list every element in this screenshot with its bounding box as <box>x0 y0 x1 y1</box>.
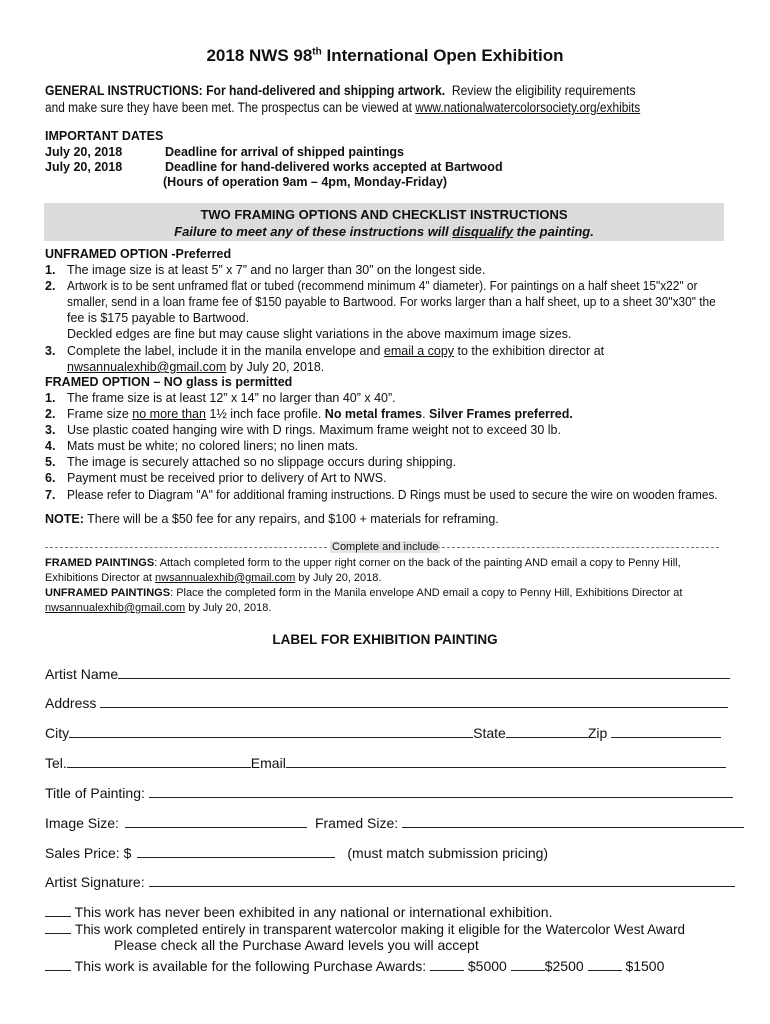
prospectus-link[interactable]: www.nationalwatercolorsociety.org/exhibits <box>415 100 641 115</box>
title-main: 2018 NWS 98 <box>206 46 313 65</box>
framed-item-6-text: Payment must be received prior to delivery of Art to NWS. <box>67 471 387 485</box>
label-heading: LABEL FOR EXHIBITION PAINTING <box>272 632 498 647</box>
unframed-paintings-note-2 <box>45 602 271 614</box>
date-1-desc: Deadline for arrival of shipped paintings <box>165 145 404 159</box>
unframed-item-2-text-3: fee is $175 payable to Bartwood. <box>67 311 250 325</box>
important-dates-heading: IMPORTANT DATES <box>45 129 164 143</box>
city-label: City <box>45 725 70 741</box>
page-title <box>0 46 770 66</box>
unframed-paintings-note <box>45 587 682 599</box>
framed-item-7-text: Please refer to Diagram "A" for additional framing instructions. D Rings must be used to secure the wire on wooden frames. <box>67 488 718 502</box>
title-row <box>45 784 733 801</box>
item-number: 3. <box>45 344 56 358</box>
check-2-text: This work completed entirely in transparent watercolor making it eligible for the Watercolor West Award <box>74 921 685 937</box>
framed-size-field[interactable] <box>402 814 744 828</box>
check-blank-2[interactable] <box>45 920 71 934</box>
address-label: Address <box>45 695 97 711</box>
item-number: 1. <box>45 391 56 405</box>
item-number: 2. <box>45 279 56 293</box>
state-field[interactable] <box>506 724 588 738</box>
unframed-item-2-text-2: smaller, send in a loan frame fee of $150 payable to Bartwood. For works larger than a half sheet, up to a sheet 30"x30" the <box>67 295 716 309</box>
band-warning-c: the painting. <box>512 224 594 239</box>
framed-heading <box>45 374 292 390</box>
unframed-item-2-text: Artwork is to be sent unframed flat or tubed (recommend minimum 4" diameter). For paintings on a half sheet 15"x22" or <box>67 279 698 293</box>
unframed-item-3 <box>45 343 604 359</box>
framed-item-2-underlined: no more than <box>132 407 206 421</box>
framed-paintings-note-2 <box>45 572 381 584</box>
general-text-1: Review the eligibility requirements <box>451 83 636 98</box>
email-label: Email <box>250 755 286 771</box>
general-instructions-line2 <box>45 100 721 115</box>
signature-row <box>45 873 735 890</box>
unframed-item-1-text: The image size is at least 5” x 7” and no larger than 30” on the longest side. <box>67 263 486 277</box>
sales-price-label: Sales Price: $ <box>45 845 132 861</box>
item-number: 1. <box>45 263 56 277</box>
city-state-zip-row <box>45 724 721 741</box>
unframed-item-2-cont <box>67 294 750 310</box>
unframed-item-2-text-4: Deckled edges are fine but may cause slight variations in the above maximum image sizes. <box>67 327 572 341</box>
framed-item-5-text: The image is securely attached so no slippage occurs during shipping. <box>67 455 457 469</box>
award-5000-blank[interactable] <box>430 957 464 971</box>
framed-item-2-b: 1½ inch face profile. <box>205 407 325 421</box>
general-heading: GENERAL INSTRUCTIONS: For hand-delivered and shipping artwork. <box>45 83 446 98</box>
item-number: 6. <box>45 471 56 485</box>
framed-heading-a: FRAMED OPTION – <box>45 375 164 389</box>
framing-options-band <box>44 203 724 241</box>
exhibition-email-link[interactable]: nwsannualexhib@gmail.com <box>67 360 227 374</box>
award-2500-label: $2500 <box>544 958 584 974</box>
unframed-email-link[interactable]: nwsannualexhib@gmail.com <box>45 602 186 614</box>
unframed-item-1 <box>45 262 485 278</box>
artist-signature-field[interactable] <box>149 873 735 887</box>
framed-paintings-text-3: by July 20, 2018. <box>295 572 382 584</box>
framed-item-3-text: Use plastic coated hanging wire with D rings. Maximum frame weight not to exceed 30 lb. <box>67 423 561 437</box>
unframed-item-3-date: by July 20, 2018. <box>226 360 325 374</box>
title-superscript: th <box>312 46 322 58</box>
item-number: 5. <box>45 455 56 469</box>
general-text-2: and make sure they have been met. The prospectus can be viewed at <box>45 100 416 115</box>
tel-label: Tel. <box>45 755 67 771</box>
award-1500-label: $1500 <box>625 958 665 974</box>
purchase-award-note: Please check all the Purchase Award levels you will accept <box>114 937 479 953</box>
band-title: TWO FRAMING OPTIONS AND CHECKLIST INSTRUCTIONS <box>200 207 568 222</box>
sales-price-row <box>45 844 548 861</box>
unframed-paintings-label: UNFRAMED PAINTINGS <box>45 587 171 599</box>
date-2-desc: Deadline for hand-delivered works accepted at Bartwood <box>165 160 503 174</box>
unframed-item-3-text-b: to the exhibition director at <box>454 344 605 358</box>
framed-item-2-a: Frame size <box>67 407 133 421</box>
hours-of-operation: (Hours of operation 9am – 4pm, Monday-Friday) <box>163 175 448 189</box>
framed-item-6 <box>45 470 387 486</box>
framed-item-2-bold-2: Silver Frames preferred. <box>429 407 573 421</box>
check-1-text: This work has never been exhibited in any national or international exhibition. <box>74 904 553 920</box>
framed-heading-b: NO glass is permitted <box>163 375 293 389</box>
check-row-3 <box>45 957 664 974</box>
band-warning-a: Failure to meet any of these instructions will <box>174 224 453 239</box>
unframed-paintings-text-2: by July 20, 2018. <box>185 602 272 614</box>
unframed-item-3-cont <box>67 359 324 375</box>
zip-field[interactable] <box>611 724 721 738</box>
unframed-item-2 <box>45 278 731 294</box>
note-text: There will be a $50 fee for any repairs, and $100 + materials for reframing. <box>83 512 499 526</box>
artist-name-row <box>45 665 730 682</box>
framed-item-2-c: . <box>422 407 430 421</box>
sales-price-note: (must match submission pricing) <box>347 845 549 861</box>
award-1500-blank[interactable] <box>588 957 622 971</box>
size-row <box>45 814 744 831</box>
framed-item-7 <box>45 487 748 503</box>
band-warning <box>44 223 724 240</box>
framed-item-4-text: Mats must be white; no colored liners; no linen mats. <box>67 439 359 453</box>
check-blank-1[interactable] <box>45 903 71 917</box>
unframed-heading: UNFRAMED OPTION -Preferred <box>45 247 232 261</box>
email-a-copy-link[interactable]: email a copy <box>383 344 455 358</box>
image-size-field[interactable] <box>125 814 307 828</box>
item-number: 7. <box>45 488 56 502</box>
date-2: July 20, 2018 <box>45 160 123 174</box>
address-row <box>45 694 728 711</box>
artist-name-field[interactable] <box>118 665 730 679</box>
band-warning-disqualify: disqualify <box>452 224 513 239</box>
dashed-divider-left <box>45 547 327 548</box>
item-number: 4. <box>45 439 56 453</box>
item-number: 2. <box>45 407 56 421</box>
framed-item-2-bold: No metal frames <box>324 407 423 421</box>
framed-size-label: Framed Size: <box>314 815 399 831</box>
framed-item-3 <box>45 422 561 438</box>
framed-item-2 <box>45 406 573 422</box>
unframed-item-3-text: Complete the label, include it in the manila envelope and <box>67 344 384 358</box>
title-of-painting-label: Title of Painting: <box>45 785 145 801</box>
framed-item-1 <box>45 390 396 406</box>
framed-paintings-note <box>45 557 681 569</box>
note <box>45 511 499 527</box>
framed-email-link[interactable]: nwsannualexhib@gmail.com <box>155 572 296 584</box>
award-2500-blank[interactable] <box>511 957 545 971</box>
framed-item-4 <box>45 438 358 454</box>
unframed-paintings-text: : Place the completed form in the Manila envelope AND email a copy to Penny Hill, Exhibitions Director at <box>170 587 683 599</box>
sales-price-field[interactable] <box>137 844 335 858</box>
check-blank-3[interactable] <box>45 957 71 971</box>
image-size-label: Image Size: <box>45 815 119 831</box>
complete-and-include-label: Complete and include <box>332 541 439 553</box>
award-5000-label: $5000 <box>467 958 507 974</box>
check-row-2 <box>45 920 710 937</box>
title-rest: International Open Exhibition <box>321 46 564 65</box>
title-of-painting-field[interactable] <box>149 784 733 798</box>
framed-item-5 <box>45 454 456 470</box>
framed-paintings-text-2: Exhibitions Director at <box>45 572 156 584</box>
framed-paintings-text: : Attach completed form to the upper right corner on the back of the painting AND email a copy to Penny Hill, <box>154 557 681 569</box>
note-label: NOTE: <box>45 512 84 526</box>
email-field[interactable] <box>286 754 726 768</box>
framed-paintings-label: FRAMED PAINTINGS <box>45 557 155 569</box>
dashed-divider-right <box>437 547 719 548</box>
check-row-1 <box>45 903 553 920</box>
tel-field[interactable] <box>67 754 251 768</box>
item-number: 3. <box>45 423 56 437</box>
artist-name-label: Artist Name <box>45 666 119 682</box>
state-label: State <box>473 725 506 741</box>
address-field[interactable] <box>100 694 728 708</box>
check-3-text: This work is available for the following Purchase Awards: <box>74 958 427 974</box>
city-field[interactable] <box>69 724 473 738</box>
general-instructions-line1 <box>45 83 701 98</box>
tel-email-row <box>45 754 726 771</box>
framed-item-1-text: The frame size is at least 12” x 14” no larger than 40” x 40”. <box>67 391 396 405</box>
date-1: July 20, 2018 <box>45 145 123 159</box>
zip-label: Zip <box>587 725 608 741</box>
artist-signature-label: Artist Signature: <box>45 874 145 890</box>
